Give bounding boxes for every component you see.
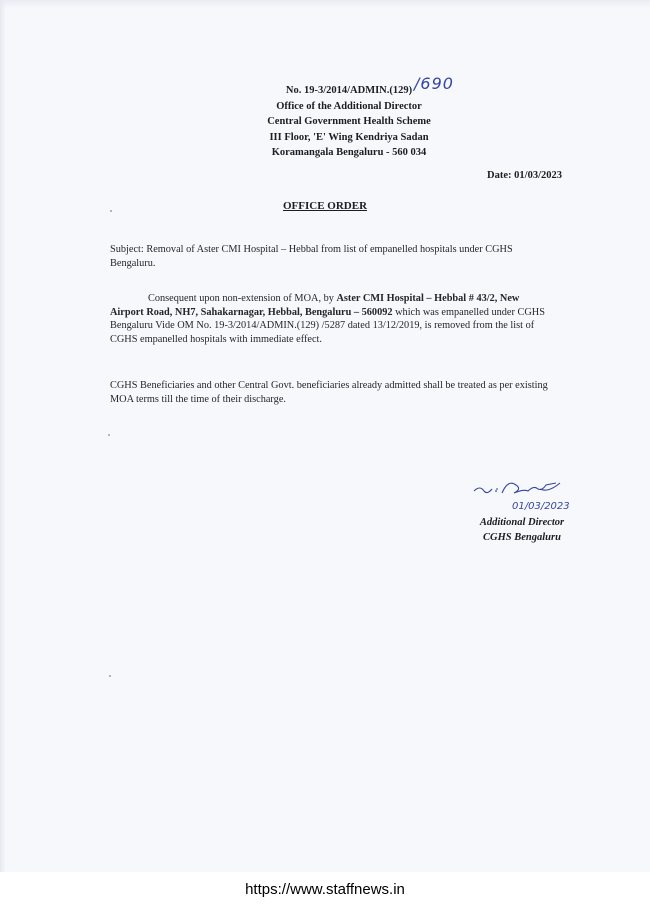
body-paragraph-1 [110, 292, 550, 346]
letterhead [234, 83, 464, 161]
para1-rest: which was empanelled under CGHS Bengaluru Vide OM No. 19-3/2014/ADMIN.(129) /5287 dated 13/12/2019, is removed from the list of CGHS empanelled hospitals with immediate effect. [110, 306, 545, 345]
signatory-block [462, 515, 582, 545]
para1-intro: Consequent upon non-extension of MOA, by [148, 293, 337, 304]
address-line-2: Koramangala Bengaluru - 560 034 [271, 147, 427, 158]
signature-date: 01/03/2023 [512, 501, 570, 512]
office-line: Office of the Additional Director [276, 100, 422, 112]
document-title: OFFICE ORDER [282, 200, 368, 212]
signatory-office: CGHS Bengaluru [483, 532, 561, 543]
scan-speck [109, 675, 111, 677]
signatory-designation: Additional Director [479, 517, 565, 528]
scan-shadow-left [0, 0, 6, 880]
source-url: https://www.staffnews.in [245, 881, 405, 898]
scan-speck [110, 210, 112, 212]
order-date: Date: 01/03/2023 [487, 170, 562, 181]
subject-paragraph: Subject: Removal of Aster CMI Hospital – Hebbal from list of empanelled hospitals under CGHS Bengaluru. [110, 244, 513, 269]
scan-shadow [0, 0, 650, 8]
handwritten-dispatch-number: /690 [414, 74, 454, 93]
address-line-1: III Floor, 'E' Wing Kendriya Sadan [269, 131, 429, 143]
hospital-name-address: Aster CMI Hospital – Hebbal # 43/2, New Airport Road, NH7, Sahakarnagar, Hebbal, Bengaluru – 560092 [110, 293, 520, 318]
reference-number: No. 19-3/2014/ADMIN.(129) [285, 85, 413, 96]
handwritten-signature [468, 475, 598, 515]
scheme-line: Central Government Health Scheme [267, 116, 431, 127]
scan-speck [108, 434, 110, 436]
body-paragraph-2: CGHS Beneficiaries and other Central Govt. beneficiaries already admitted shall be treated as per existing MOA terms till the time of their discharge. [110, 380, 548, 405]
